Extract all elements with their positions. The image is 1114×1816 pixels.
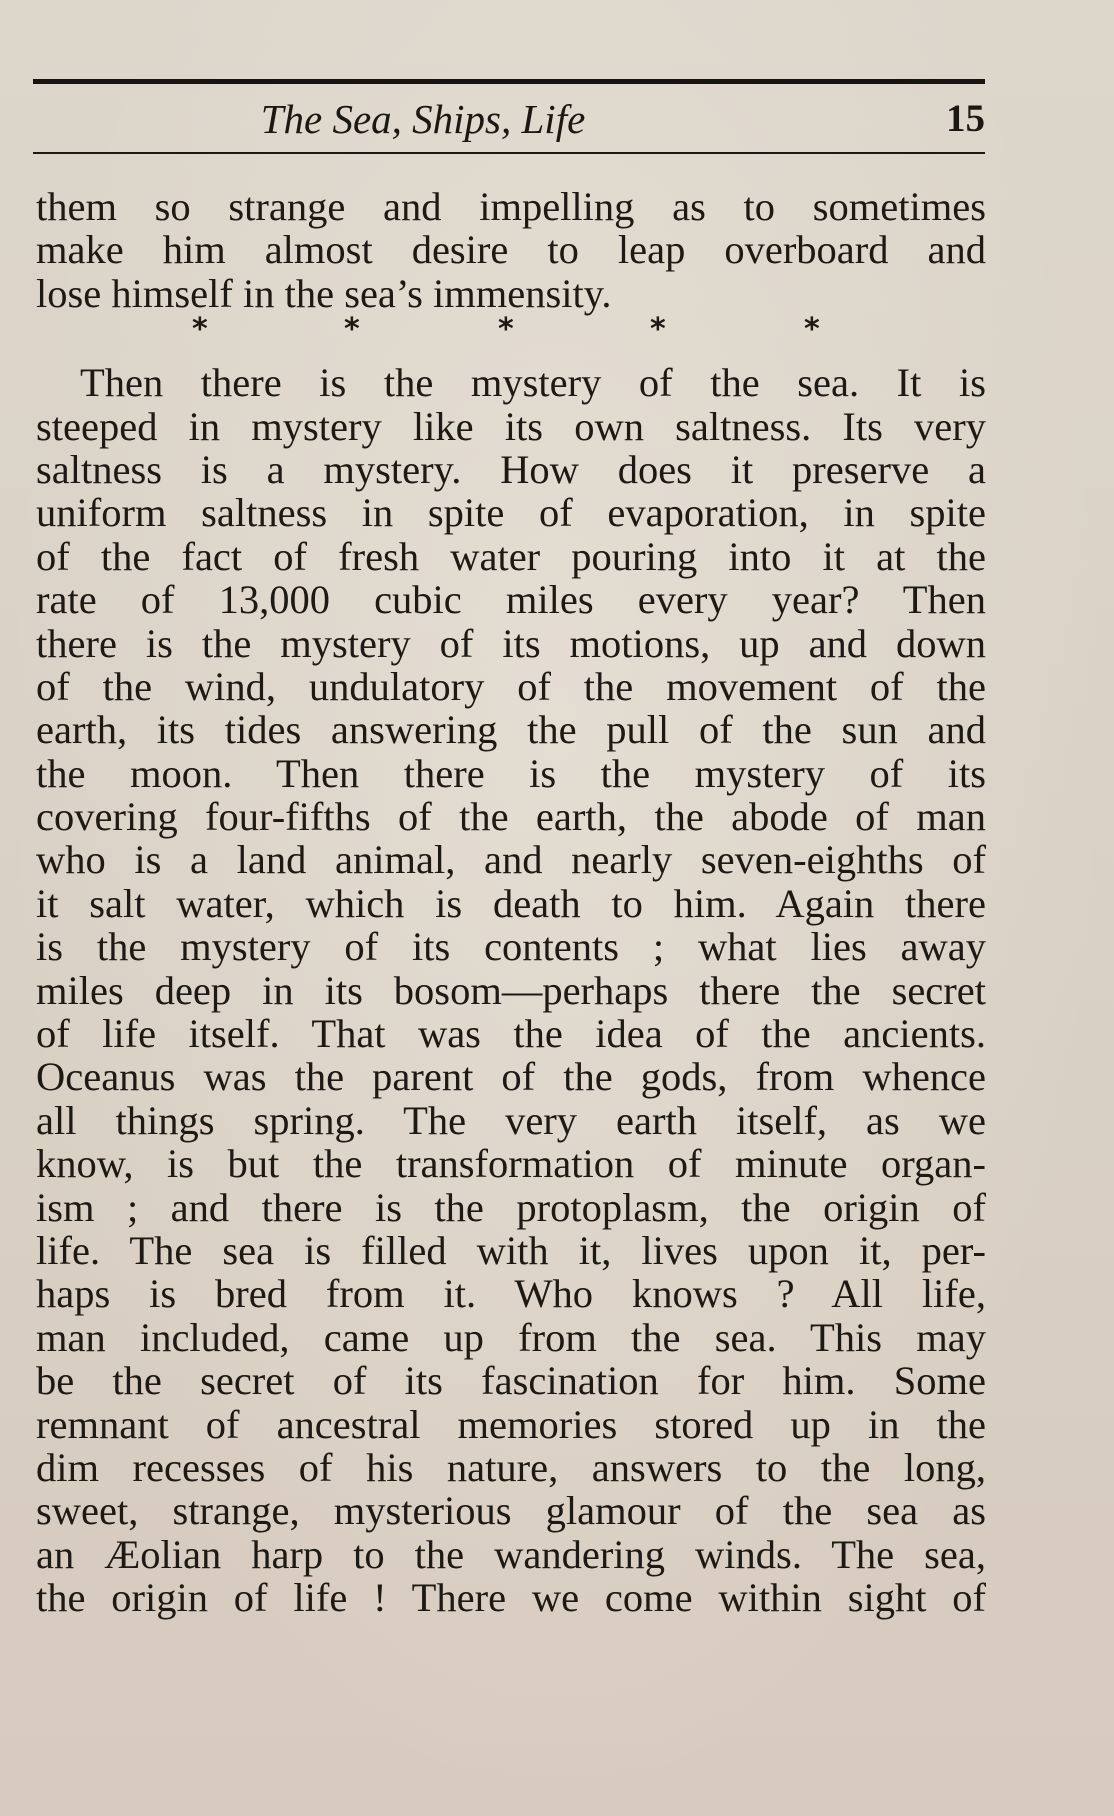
text-line: the origin of life ! There we come within sight of: [36, 1575, 986, 1621]
text-line: sweet, strange, mysterious glamour of the sea as: [36, 1488, 986, 1534]
running-head: [33, 94, 985, 144]
text-line: steeped in mystery like its own saltness. Its very: [36, 403, 986, 449]
text-line: covering four-fifths of the earth, the abode of man: [36, 794, 986, 840]
body-text: [36, 185, 986, 1620]
text-line: lose himself in the sea’s immensity.: [36, 270, 612, 316]
text-line: Then there is the mystery of the sea. It is: [80, 360, 986, 406]
text-line: the moon. Then there is the mystery of its: [36, 750, 986, 796]
section-break: [36, 313, 986, 353]
text-line: of the fact of fresh water pouring into it at the: [36, 533, 986, 579]
text-line: is the mystery of its contents ; what lies away: [36, 924, 986, 970]
text-line: it salt water, which is death to him. Again there: [36, 880, 986, 926]
text-line: of life itself. That was the idea of the ancients.: [36, 1011, 986, 1057]
text-line: remnant of ancestral memories stored up in the: [36, 1401, 986, 1447]
running-title: The Sea, Ships, Life: [260, 96, 586, 142]
asterisk: *: [192, 312, 208, 348]
text-line: life. The sea is filled with it, lives upon it, per-: [36, 1227, 986, 1273]
text-line: them so strange and impelling as to sometimes: [36, 184, 986, 229]
text-line: who is a land animal, and nearly seven-eighths of: [36, 837, 986, 883]
text-line: haps is bred from it. Who knows ? All life,: [36, 1271, 986, 1317]
paragraph-2: [36, 361, 986, 1619]
text-line: earth, its tides answering the pull of the sun and: [36, 707, 986, 753]
asterisk: *: [804, 312, 820, 348]
asterisk: *: [344, 312, 360, 348]
text-line: man included, came up from the sea. This may: [36, 1314, 986, 1360]
header-rule-top: [33, 79, 985, 84]
asterisk: *: [498, 312, 514, 348]
text-line: uniform saltness in spite of evaporation, in spite: [36, 490, 986, 536]
text-line: be the secret of its fascination for him. Some: [36, 1358, 986, 1404]
paragraph-1: [36, 185, 986, 315]
text-line: all things spring. The very earth itself, as we: [36, 1097, 986, 1143]
text-line: there is the mystery of its motions, up and down: [36, 620, 986, 666]
text-line: know, is but the transformation of minute organ-: [36, 1141, 986, 1187]
page-number: 15: [946, 97, 985, 140]
text-line: of the wind, undulatory of the movement of the: [36, 663, 986, 709]
text-line: dim recesses of his nature, answers to the long,: [36, 1444, 986, 1490]
text-line: saltness is a mystery. How does it preserve a: [36, 446, 986, 492]
text-line: make him almost desire to leap overboard and: [36, 227, 986, 273]
text-line: miles deep in its bosom—perhaps there the secret: [36, 967, 986, 1013]
text-line: ism ; and there is the protoplasm, the origin of: [36, 1184, 986, 1230]
text-line: Oceanus was the parent of the gods, from whence: [36, 1054, 986, 1100]
header-rule-bottom: [33, 152, 985, 154]
asterisk: *: [650, 312, 666, 348]
text-line: an Æolian harp to the wandering winds. The sea,: [36, 1531, 986, 1577]
text-line: rate of 13,000 cubic miles every year? Then: [36, 577, 986, 623]
